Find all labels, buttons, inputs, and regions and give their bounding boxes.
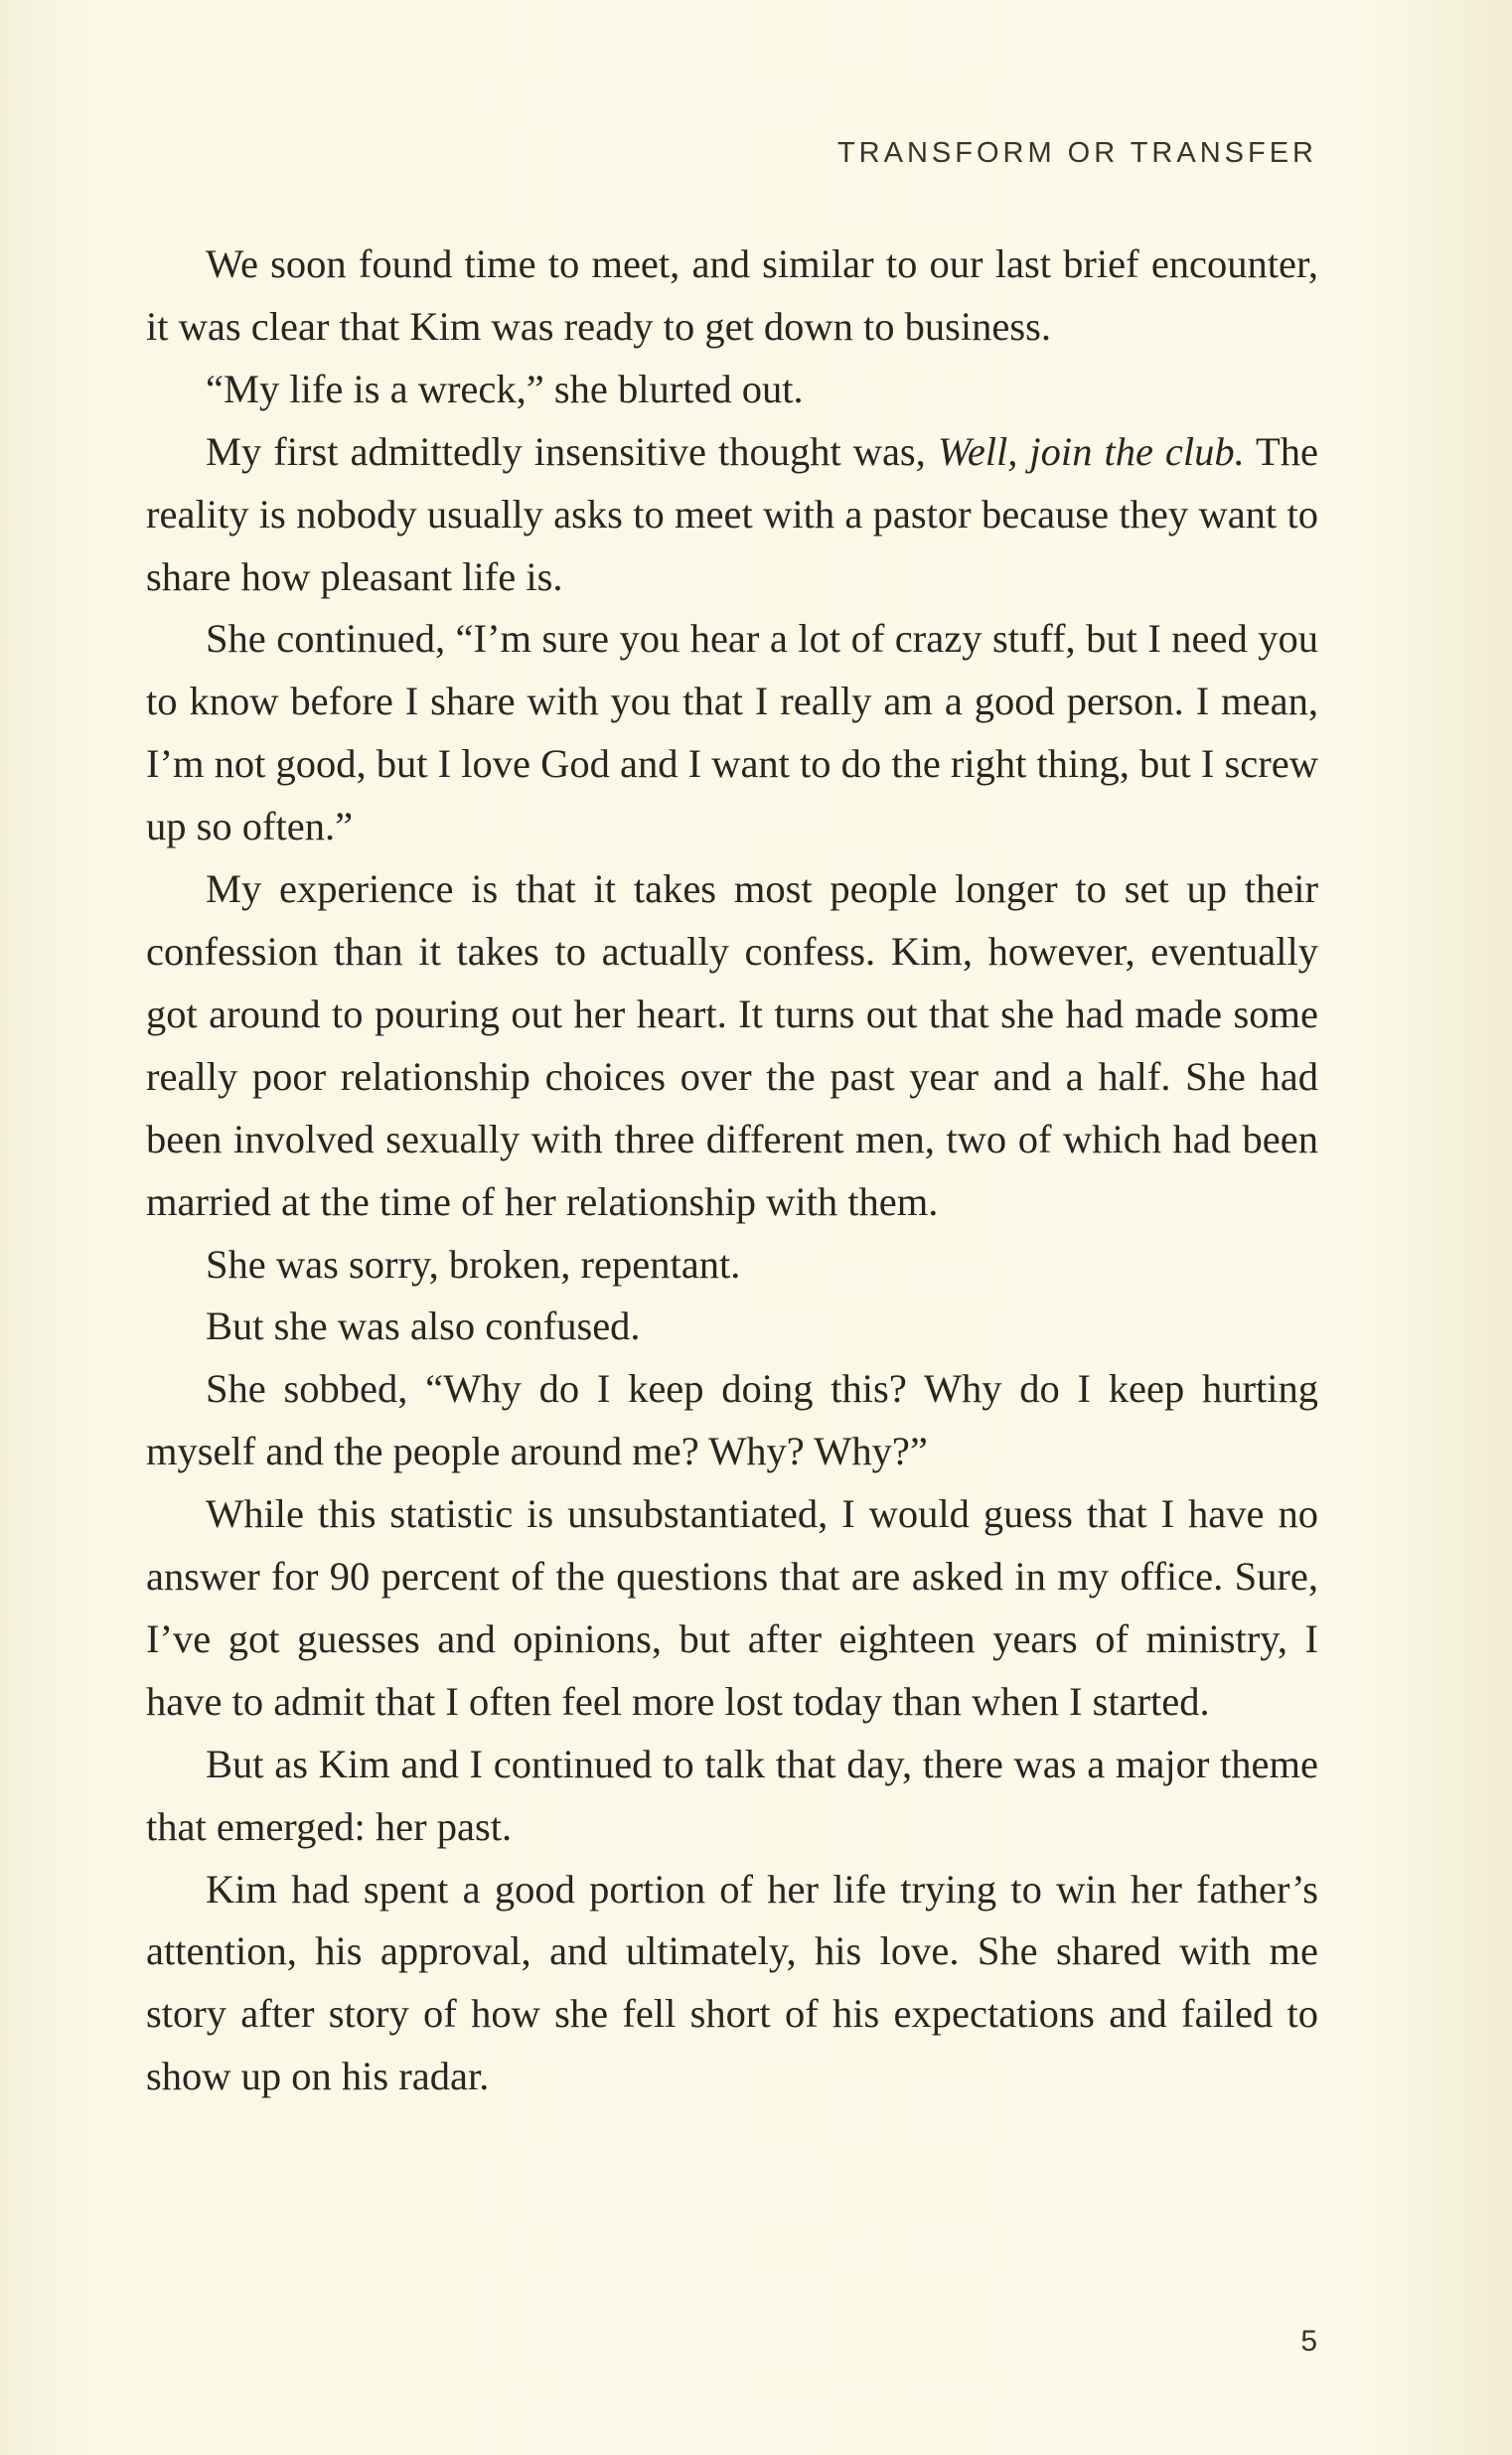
paragraph-1: We soon found time to meet, and similar to our last brief encounter, it was clear that Kim was ready to get down to business. [146,241,1318,349]
running-head: TRANSFORM OR TRANSFER [836,137,1317,169]
paragraph-9: While this statistic is unsubstantiated, I would guess that I have no answer for 90 percent of the questions that are asked in my office. Sure, I’ve got guesses and opinions, but after eighteen years of ministry, I have to admit that I often feel more lost today than when I started. [146,1491,1318,1724]
paragraph-2: “My life is a wreck,” she blurted out. [206,366,804,411]
body-text [146,233,1318,2108]
paragraph-3-text-end: The reality is nobody usually asks to meet with a pastor because they want to share how pleasant life is. [146,428,1319,599]
paragraph-3-italic-thought: Well, join the club. [937,428,1245,474]
paragraph-3-text-start: My first admittedly insensitive thought was, [206,428,938,474]
page-number: 5 [1300,2325,1317,2358]
paragraph-6: She was sorry, broken, repentant. [206,1241,741,1287]
paragraph-8: She sobbed, “Why do I keep doing this? Why do I keep hurting myself and the people around me? Why? Why?” [146,1366,1318,1474]
paragraph-10: But as Kim and I continued to talk that day, there was a major theme that emerged: her past. [146,1741,1318,1849]
paragraph-5: My experience is that it takes most people longer to set up their confession than it takes to actually confess. Kim, however, eventually got around to pouring out her heart. It turns out that she had made some really poor relationship choices over the past year and a half. She had been involved sexually with three different men, two of which had been married at the time of her relationship with them. [146,866,1318,1224]
paragraph-4: She continued, “I’m sure you hear a lot of crazy stuff, but I need you to know before I share with you that I really am a good person. I mean, I’m not good, but I love God and I want to do the right thing, but I screw up so often.” [146,616,1318,849]
paragraph-3 [146,421,1318,609]
paragraph-11: Kim had spent a good portion of her life trying to win her father’s attention, his approval, and ultimately, his love. She shared with me story after story of how she fell short of his expectations and failed to show up on his radar. [146,1866,1318,2099]
paragraph-7: But she was also confused. [206,1304,641,1349]
